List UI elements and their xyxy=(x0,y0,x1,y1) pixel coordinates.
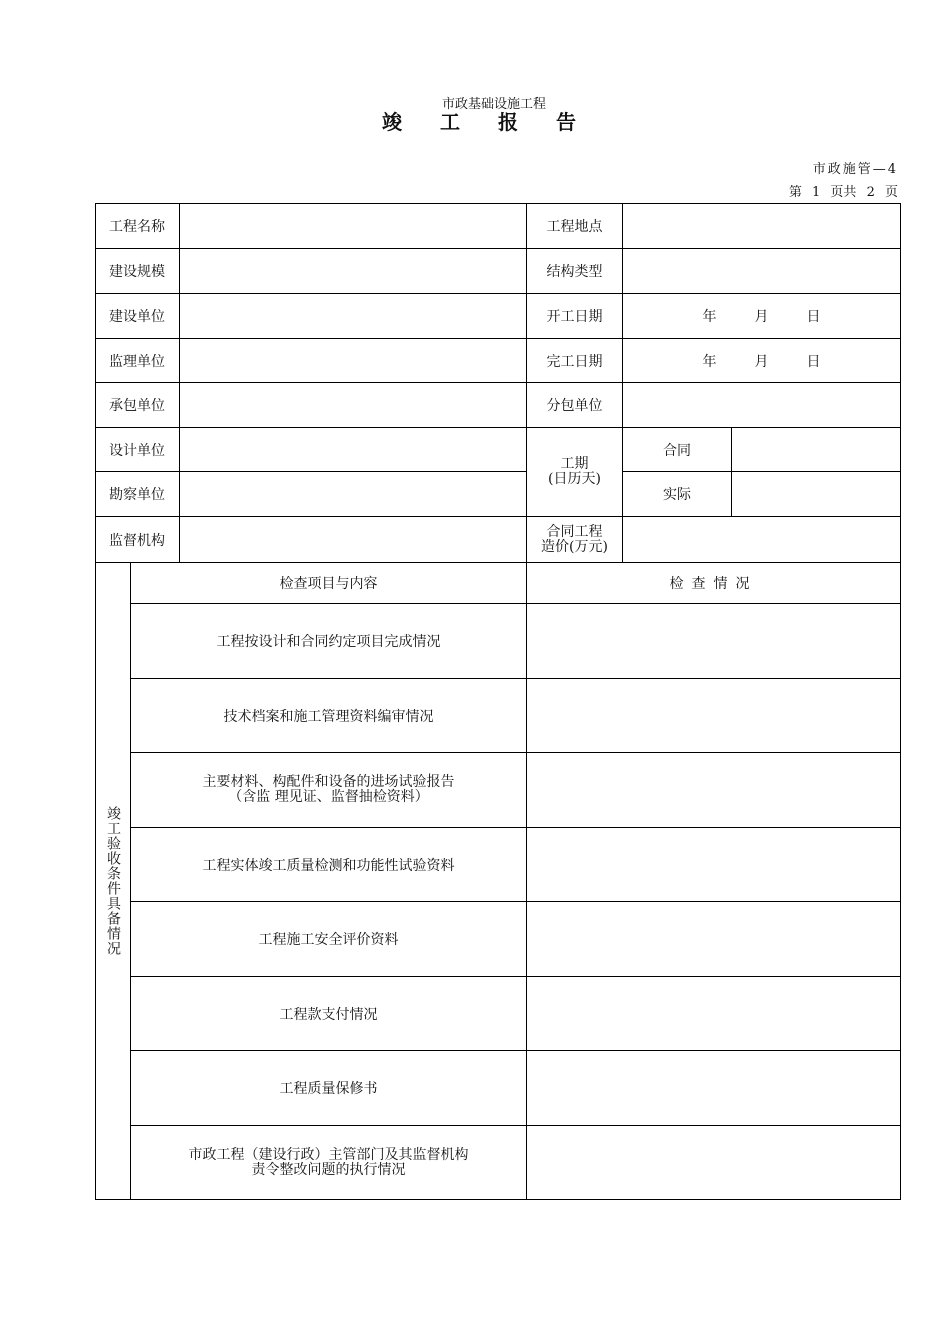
structure-type-label: 结构类型 xyxy=(527,249,623,294)
project-name-field[interactable] xyxy=(180,204,527,249)
check-item-payment: 工程款支付情况 xyxy=(131,977,527,1051)
construction-unit-field[interactable] xyxy=(180,294,527,339)
check-status-field[interactable] xyxy=(527,902,901,977)
construction-scale-field[interactable] xyxy=(180,249,527,294)
construction-scale-label: 建设规模 xyxy=(96,249,180,294)
project-location-field[interactable] xyxy=(623,204,901,249)
page-total: 2 xyxy=(866,185,875,200)
supervisory-agency-field[interactable] xyxy=(180,517,527,563)
contract-cost-line1: 合同工程 xyxy=(546,523,603,540)
subcontractor-field[interactable] xyxy=(623,383,901,428)
check-item-line: （含监 理见证、监督抽检资料） xyxy=(228,789,429,805)
completion-date-field[interactable] xyxy=(623,339,901,383)
start-date-field[interactable] xyxy=(623,294,901,339)
page-suffix: 页 xyxy=(884,185,898,200)
contract-cost-label xyxy=(527,517,623,563)
day-label: 日 xyxy=(806,309,821,325)
contractor-label: 承包单位 xyxy=(96,383,180,428)
design-unit-label: 设计单位 xyxy=(96,428,180,472)
page-title: 竣工报告 xyxy=(382,110,614,134)
check-status-field[interactable] xyxy=(527,679,901,753)
supervision-unit-label: 监理单位 xyxy=(96,339,180,383)
duration-label-line1: 工期 xyxy=(560,456,589,472)
page-indicator xyxy=(789,181,898,200)
check-item-safety-evaluation: 工程施工安全评价资料 xyxy=(131,902,527,977)
year-label: 年 xyxy=(702,309,717,325)
contractor-field[interactable] xyxy=(180,383,527,428)
check-status-field[interactable] xyxy=(527,753,901,828)
contract-cost-line2: 造价(万元) xyxy=(541,538,608,555)
contract-duration-label: 合同 xyxy=(623,428,732,472)
check-items-header: 检查项目与内容 xyxy=(131,563,527,604)
check-item-material-reports xyxy=(131,753,527,828)
completion-date-label: 完工日期 xyxy=(527,339,623,383)
side-label-text: 竣工验收条件具备情况 xyxy=(105,806,121,956)
design-unit-field[interactable] xyxy=(180,428,527,472)
contract-duration-field[interactable] xyxy=(732,428,901,472)
check-status-field[interactable] xyxy=(527,977,901,1051)
day-label: 日 xyxy=(806,353,821,370)
check-status-field[interactable] xyxy=(527,1126,901,1200)
check-item-rectification xyxy=(131,1126,527,1200)
construction-unit-label: 建设单位 xyxy=(96,294,180,339)
month-label: 月 xyxy=(754,309,769,325)
actual-duration-label: 实际 xyxy=(623,472,732,517)
project-location-label: 工程地点 xyxy=(527,204,623,249)
page-prefix: 第 xyxy=(788,185,802,200)
survey-unit-field[interactable] xyxy=(180,472,527,517)
structure-type-field[interactable] xyxy=(623,249,901,294)
actual-duration-field[interactable] xyxy=(732,472,901,517)
form-subtitle: 市政基础设施工程 xyxy=(441,97,546,112)
month-label: 月 xyxy=(754,353,769,370)
check-item-quality-tests: 工程实体竣工质量检测和功能性试验资料 xyxy=(131,828,527,902)
survey-unit-label: 勘察单位 xyxy=(96,472,180,517)
page-current: 1 xyxy=(811,185,821,200)
check-item-warranty: 工程质量保修书 xyxy=(131,1051,527,1126)
check-item-line: 主要材料、构配件和设备的进场试验报告 xyxy=(202,774,455,790)
contract-cost-field[interactable] xyxy=(623,517,901,563)
check-item-archives: 技术档案和施工管理资料编审情况 xyxy=(131,679,527,753)
check-item-line: 责令整改问题的执行情况 xyxy=(251,1161,406,1178)
completion-report-table xyxy=(95,203,901,1200)
acceptance-conditions-side-label xyxy=(96,563,131,1200)
check-item-line: 市政工程（建设行政）主管部门及其监督机构 xyxy=(188,1146,469,1163)
subcontractor-label: 分包单位 xyxy=(527,383,623,428)
year-label: 年 xyxy=(702,353,717,370)
page-middle: 页共 xyxy=(830,185,857,200)
start-date-label: 开工日期 xyxy=(527,294,623,339)
check-status-header: 检查情况 xyxy=(527,563,901,604)
check-status-field[interactable] xyxy=(527,828,901,902)
check-item-completion: 工程按设计和合同约定项目完成情况 xyxy=(131,604,527,679)
check-status-field[interactable] xyxy=(527,604,901,679)
duration-label-line2: (日历天) xyxy=(548,471,601,487)
check-status-field[interactable] xyxy=(527,1051,901,1126)
project-name-label: 工程名称 xyxy=(96,204,180,249)
supervisory-agency-label: 监督机构 xyxy=(96,517,180,563)
supervision-unit-field[interactable] xyxy=(180,339,527,383)
form-number: 市政施管—4 xyxy=(812,162,898,177)
duration-label xyxy=(527,428,623,517)
